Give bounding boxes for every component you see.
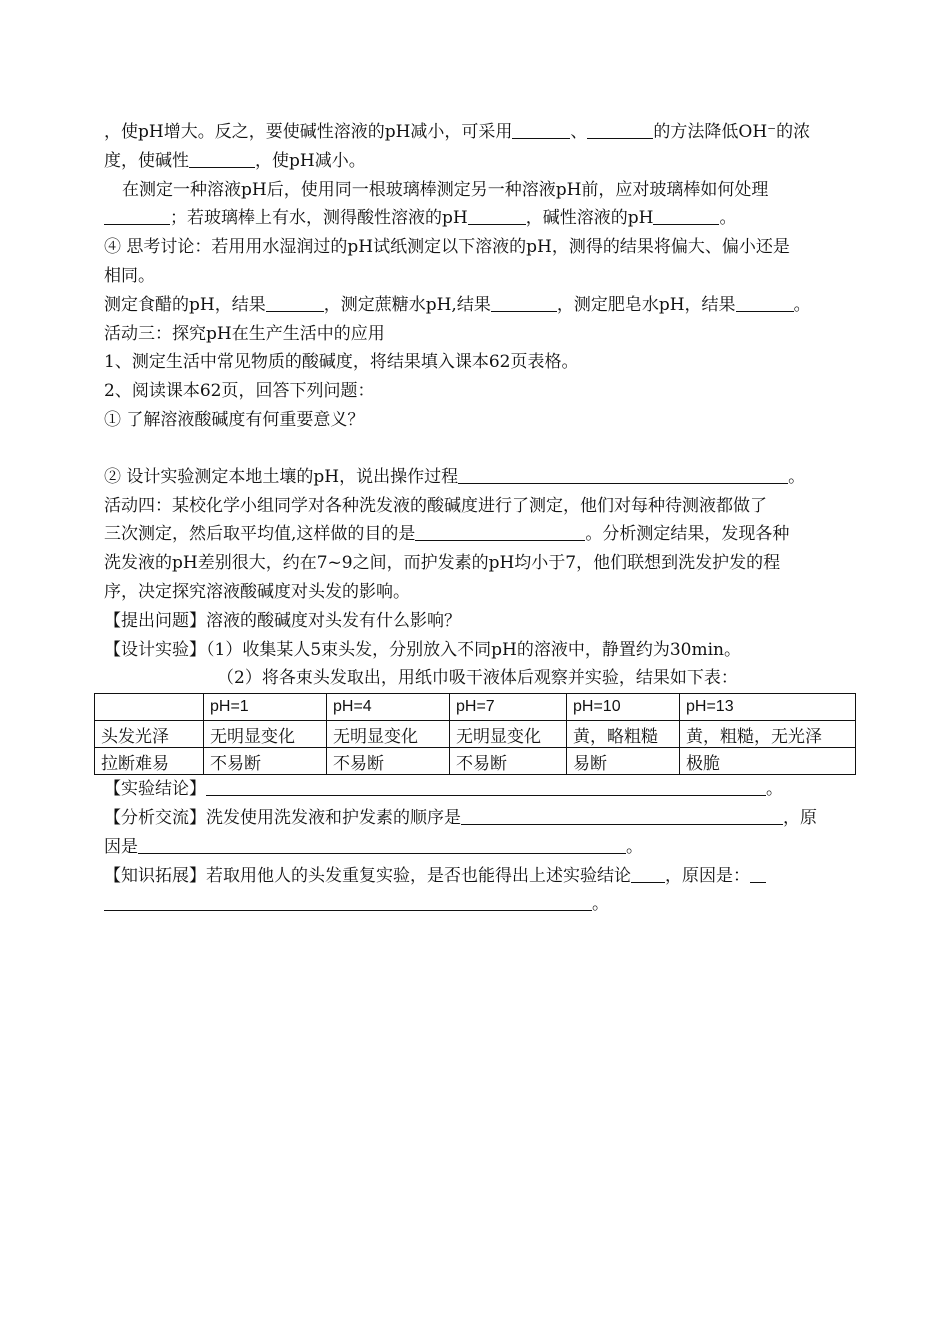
text: 。分析测定结果，发现各种 (585, 524, 790, 545)
fill-blank[interactable] (750, 864, 766, 883)
fill-blank[interactable] (415, 522, 585, 541)
text-line (104, 549, 856, 578)
fill-blank[interactable] (491, 293, 557, 312)
text: ，使pH增大。反之，要使碱性溶液的pH减小，可采用 (104, 122, 513, 142)
fill-blank[interactable] (458, 465, 788, 484)
text: （2）将各束头发取出，用纸巾吸干液体后观察并实验，结果如下表： (217, 668, 738, 689)
text-line (104, 147, 856, 176)
table-cell: 拉断难易 (95, 748, 204, 775)
text: 【实验结论】 (104, 779, 206, 800)
table-row (95, 721, 856, 748)
table-header-cell: pH=13 (680, 694, 856, 721)
text-line (104, 520, 856, 549)
text: 【分析交流】洗发使用洗发液和护发素的顺序是 (104, 807, 461, 828)
text: 。 (626, 836, 643, 857)
fill-blank[interactable] (736, 293, 794, 312)
text-line (104, 233, 856, 262)
text: 【知识拓展】若取用他人的头发重复实验，是否也能得出上述实验结论 (104, 865, 631, 886)
text: 序，决定探究溶液酸碱度对头发的影响。 (104, 581, 410, 602)
section-heading (104, 492, 856, 521)
table-cell: 无明显变化 (204, 721, 327, 748)
fill-blank[interactable] (468, 206, 526, 225)
fill-blank[interactable] (653, 206, 719, 225)
text: 在测定一种溶液pH后，使用同一根玻璃棒测定另一种溶液pH前，应对玻璃棒如何处理 (122, 179, 769, 200)
text-line (104, 262, 856, 291)
table-header-cell: pH=10 (567, 694, 680, 721)
text-line (104, 833, 856, 862)
text: 活动四：某校化学小组同学对各种洗发液的酸碱度进行了测定，他们对每种待测液都做了 (104, 495, 767, 516)
table-cell: 无明显变化 (327, 721, 450, 748)
text: ，原因是： (665, 865, 750, 886)
text: ② 设计实验测定本地土壤的pH，说出操作过程 (104, 466, 459, 487)
fill-blank[interactable] (138, 835, 626, 854)
text-line (104, 890, 856, 919)
table-cell: 黄，粗糙，无光泽 (680, 721, 856, 748)
results-table (94, 693, 856, 775)
text: 三次测定，然后取平均值,这样做的目的是 (104, 524, 416, 545)
fill-blank[interactable] (104, 892, 592, 911)
answer-space[interactable] (104, 435, 856, 463)
text-line (104, 607, 856, 636)
text-line (104, 775, 856, 804)
text: 2、阅读课本62页，回答下列问题： (104, 381, 375, 402)
table-cell: 头发光泽 (95, 721, 204, 748)
text-line (104, 118, 856, 147)
text: 洗发液的pH差别很大，约在7~9之间，而护发素的pH均小于7，他们联想到洗发护发的程 (104, 553, 781, 574)
text-line (104, 463, 856, 492)
text-line (104, 348, 856, 377)
text: 因是 (104, 836, 138, 857)
text: 。 (766, 779, 783, 800)
fill-blank[interactable] (206, 777, 766, 796)
text: ① 了解溶液酸碱度有何重要意义？ (104, 409, 365, 430)
text-line (104, 291, 856, 320)
table-cell: 不易断 (450, 748, 567, 775)
table-cell: 不易断 (327, 748, 450, 775)
fill-blank[interactable] (266, 293, 324, 312)
text: ，原 (783, 807, 817, 828)
text-line (104, 664, 856, 693)
text: ④ 思考讨论：若用用水湿润过的pH试纸测定以下溶液的pH，测得的结果将偏大、偏小还是 (104, 237, 790, 258)
text: ，碱性溶液的pH (525, 208, 654, 229)
text: 【提出问题】溶液的酸碱度对头发有什么影响？ (104, 610, 461, 631)
text-line (104, 804, 856, 833)
text-line (104, 862, 856, 891)
text: ，测定蔗糖水pH,结果 (323, 294, 491, 315)
table-header-cell (95, 694, 204, 721)
table-header-cell: pH=4 (327, 694, 450, 721)
text: ；若玻璃棒上有水，测得酸性溶液的pH (170, 208, 468, 229)
fill-blank[interactable] (631, 864, 665, 883)
text: 。 (592, 894, 609, 915)
table-cell: 易断 (567, 748, 680, 775)
fill-blank[interactable] (512, 120, 570, 139)
table-cell: 黄，略粗糙 (567, 721, 680, 748)
text: ，使pH减小。 (255, 150, 366, 171)
section-heading (104, 320, 856, 349)
text: 的方法降低OH⁻的浓 (653, 122, 811, 142)
text: 活动三：探究pH在生产生活中的应用 (104, 323, 385, 344)
text: 1、测定生活中常见物质的酸碱度，将结果填入课本62页表格。 (104, 352, 579, 373)
table-cell: 极脆 (680, 748, 856, 775)
text: 。 (788, 466, 806, 487)
text-line (104, 578, 856, 607)
worksheet-page (101, 118, 856, 919)
table-cell: 无明显变化 (450, 721, 567, 748)
text: 、 (570, 122, 588, 142)
text-line (104, 204, 856, 233)
text: 。 (793, 294, 811, 315)
text: 【设计实验】（1）收集某人5束头发，分别放入不同pH的溶液中，静置约为30min。 (104, 639, 741, 660)
text-line (104, 377, 856, 406)
text-line (104, 176, 856, 205)
text-line (104, 636, 856, 665)
table-header-cell: pH=1 (204, 694, 327, 721)
text: 相同。 (104, 265, 155, 286)
fill-blank[interactable] (104, 206, 170, 225)
text: ，测定肥皂水pH，结果 (556, 294, 736, 315)
table-row (95, 748, 856, 775)
text: 度，使碱性 (104, 150, 189, 171)
fill-blank[interactable] (189, 149, 255, 168)
table-header-row (95, 694, 856, 721)
text: 测定食醋的pH，结果 (104, 294, 266, 315)
table-header-cell: pH=7 (450, 694, 567, 721)
text: 。 (719, 208, 737, 229)
fill-blank[interactable] (587, 120, 653, 139)
text-line (104, 406, 856, 435)
fill-blank[interactable] (461, 806, 783, 825)
table-cell: 不易断 (204, 748, 327, 775)
